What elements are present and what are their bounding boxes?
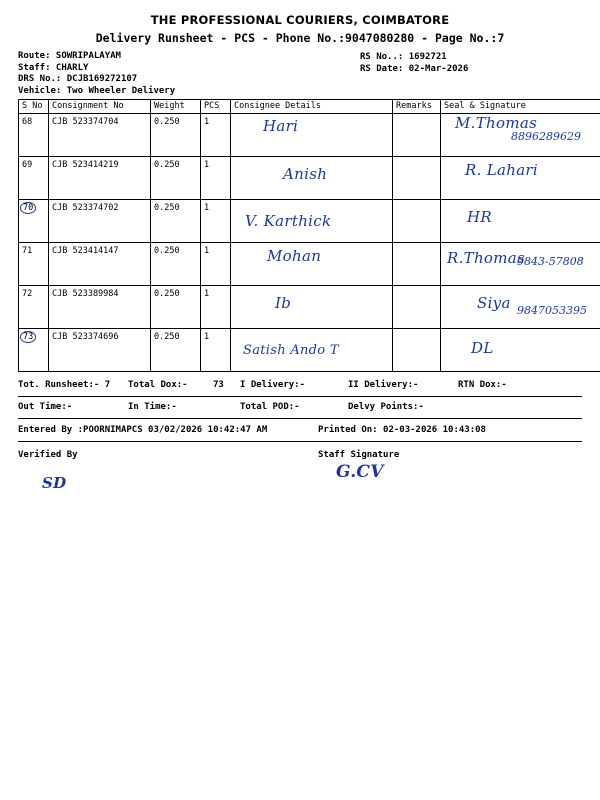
out-time-label: Out Time:-: [18, 402, 73, 412]
seal-signature: M.Thomas: [455, 114, 538, 132]
cell-seal-signature: [441, 157, 600, 200]
seal-signature-extra: 9847053395: [517, 304, 587, 317]
totals-row-2: [18, 400, 582, 415]
staff-line: Staff: CHARLY: [18, 62, 89, 73]
verified-by-label: Verified By: [18, 450, 78, 460]
col-header-remarks: Remarks: [393, 100, 441, 114]
table-row: [19, 114, 600, 157]
col-header-seal-signature: Seal & Signature: [441, 100, 600, 114]
cell-remarks: [393, 200, 441, 243]
signature-labels-row: [18, 448, 582, 463]
cell-weight: 0.250: [151, 243, 201, 286]
cell-consignee-details: [231, 200, 393, 243]
rs-date-line: RS Date: 02-Mar-2026: [360, 64, 469, 74]
printed-on: Printed On: 02-03-2026 10:43:08: [318, 425, 486, 435]
cell-consignee-details: [231, 243, 393, 286]
cell-seal-signature: [441, 286, 600, 329]
cell-consignment-no: CJB 523389984: [49, 286, 151, 329]
page-subtitle: Delivery Runsheet - PCS - Phone No.:9047080280 - Page No.:7: [95, 31, 505, 45]
cell-consignment-no: CJB 523374696: [49, 329, 151, 372]
total-dox-value: 73: [213, 380, 224, 390]
consignee-signature: Mohan: [267, 247, 322, 265]
cell-sno: 68: [19, 114, 49, 157]
table-header-row: [19, 100, 600, 114]
table-row: [19, 243, 600, 286]
delvy-points-label: Delvy Points:-: [348, 402, 424, 412]
seal-signature: HR: [467, 208, 492, 226]
seal-signature: Siya: [477, 294, 511, 312]
cell-pcs: 1: [201, 329, 231, 372]
header-meta-right: [360, 51, 468, 75]
cell-consignee-details: [231, 286, 393, 329]
footer-divider-top: [18, 418, 582, 419]
col-header-consignment-no: Consignment No: [49, 100, 151, 114]
cell-sno-circled: 70: [20, 202, 36, 214]
signature-section: [18, 448, 582, 508]
col-header-pcs: PCS: [201, 100, 231, 114]
page-title: THE PROFESSIONAL COURIERS, COIMBATORE: [150, 13, 450, 27]
ii-delivery-label: II Delivery:-: [348, 380, 419, 390]
table-row: [19, 200, 600, 243]
col-header-consignee-details: Consignee Details: [231, 100, 393, 114]
consignee-signature: Satish Ando T: [243, 343, 339, 358]
cell-pcs: 1: [201, 200, 231, 243]
staff-signature: G.CV: [336, 462, 384, 482]
cell-consignee-details: [231, 329, 393, 372]
table-row: [19, 157, 600, 200]
in-time-label: In Time:-: [128, 402, 177, 412]
cell-consignment-no: CJB 523414219: [49, 157, 151, 200]
cell-sno: 71: [19, 243, 49, 286]
cell-weight: 0.250: [151, 157, 201, 200]
footer-divider-bottom: [18, 441, 582, 442]
cell-remarks: [393, 114, 441, 157]
totals-section: [18, 378, 582, 415]
table-row: [19, 329, 600, 372]
totals-row-1: [18, 378, 582, 393]
entered-by: Entered By :POORNIMAPCS 03/02/2026 10:42:47 AM: [18, 425, 268, 435]
cell-remarks: [393, 329, 441, 372]
rs-no-line: RS No..: 1692721: [360, 52, 447, 62]
tot-runsheet: Tot. Runsheet:- 7: [18, 380, 111, 390]
footer-section: [18, 423, 582, 438]
rtn-dox-label: RTN Dox:-: [458, 380, 507, 390]
consignee-signature: Anish: [283, 165, 328, 183]
cell-remarks: [393, 243, 441, 286]
table-row: [19, 286, 600, 329]
cell-pcs: 1: [201, 157, 231, 200]
cell-weight: 0.250: [151, 200, 201, 243]
cell-sno: 72: [19, 286, 49, 329]
cell-weight: 0.250: [151, 329, 201, 372]
route-line: Route: SOWRIPALAYAM: [18, 51, 121, 61]
cell-sno-circled: 73: [20, 331, 36, 343]
col-header-sno: S No: [19, 100, 49, 114]
cell-pcs: 1: [201, 286, 231, 329]
cell-seal-signature: [441, 329, 600, 372]
i-delivery-label: I Delivery:-: [240, 380, 306, 390]
drs-line: DRS No.: DCJB169272107: [18, 74, 138, 84]
cell-seal-signature: [441, 200, 600, 243]
cell-consignee-details: [231, 114, 393, 157]
cell-consignment-no: CJB 523374704: [49, 114, 151, 157]
cell-pcs: 1: [201, 114, 231, 157]
header-meta: [0, 51, 600, 97]
cell-consignee-details: [231, 157, 393, 200]
cell-pcs: 1: [201, 243, 231, 286]
seal-signature: R.Thomas: [447, 249, 526, 267]
cell-sno: [19, 200, 49, 243]
col-header-weight: Weight: [151, 100, 201, 114]
seal-signature: DL: [471, 339, 494, 357]
total-pod-label: Total POD:-: [240, 402, 300, 412]
footer-row-entered: [18, 423, 582, 438]
seal-signature: R. Lahari: [465, 161, 539, 179]
cell-weight: 0.250: [151, 114, 201, 157]
cell-seal-signature: [441, 114, 600, 157]
total-dox-label: Total Dox:-: [128, 380, 188, 390]
consignee-signature: Ib: [275, 294, 292, 312]
cell-seal-signature: [441, 243, 600, 286]
consignee-signature: V. Karthick: [245, 212, 332, 230]
cell-consignment-no: CJB 523414147: [49, 243, 151, 286]
seal-signature-extra: 8896289629: [511, 130, 581, 143]
cell-remarks: [393, 286, 441, 329]
cell-sno: [19, 329, 49, 372]
cell-consignment-no: CJB 523374702: [49, 200, 151, 243]
cell-remarks: [393, 157, 441, 200]
runsheet-table: [18, 99, 600, 372]
seal-signature-extra: 9843-57808: [517, 255, 584, 268]
staff-signature-label: Staff Signature: [318, 450, 400, 460]
verified-by-signature: SD: [42, 474, 67, 492]
cell-sno: 69: [19, 157, 49, 200]
cell-weight: 0.250: [151, 286, 201, 329]
totals-divider: [18, 396, 582, 397]
consignee-signature: Hari: [263, 117, 299, 135]
vehicle-line: Vehicle: Two Wheeler Delivery: [18, 85, 176, 96]
